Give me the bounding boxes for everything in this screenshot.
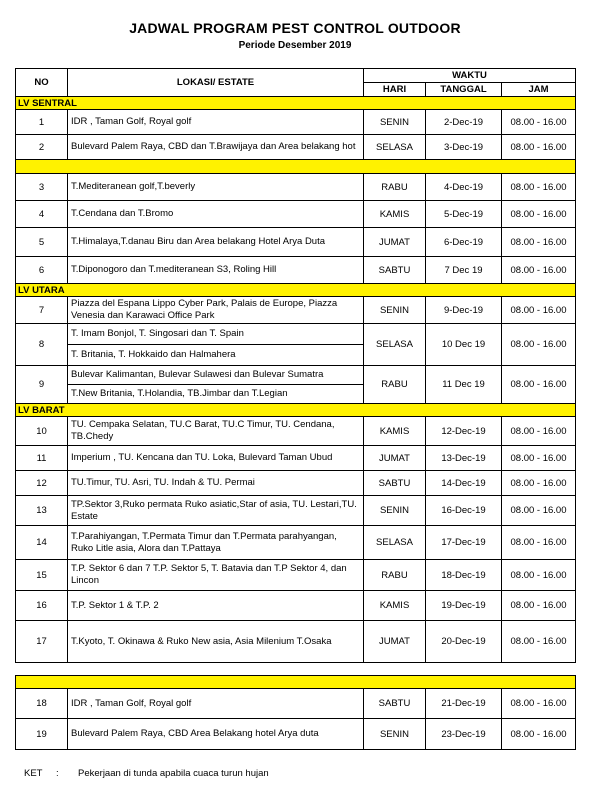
footnote-text: Pekerjaan di tunda apabila cuaca turun hujan [78,768,269,779]
row-jam: 08.00 - 16.00 [502,366,576,404]
row-lokasi: T. Britania, T. Hokkaido dan Halmahera [68,345,364,366]
row-hari: SENIN [364,297,426,324]
row-tanggal: 12-Dec-19 [426,417,502,446]
row-lokasi: T.P. Sektor 6 dan 7 T.P. Sektor 5, T. Batavia dan T.P Sektor 4, dan Lincon [68,560,364,591]
row-hari: RABU [364,174,426,201]
row-hari: RABU [364,366,426,404]
table-row [16,446,576,471]
row-no: 14 [16,526,68,560]
row-no: 8 [16,324,68,366]
row-jam: 08.00 - 16.00 [502,689,576,719]
row-no: 17 [16,621,68,663]
section-blank-highlight [16,676,576,689]
row-tanggal: 20-Dec-19 [426,621,502,663]
row-hari: SELASA [364,135,426,160]
row-tanggal: 7 Dec 19 [426,257,502,284]
header-no: NO [16,69,68,97]
row-tanggal: 11 Dec 19 [426,366,502,404]
row-hari: SABTU [364,689,426,719]
row-jam: 08.00 - 16.00 [502,228,576,257]
table-row [16,471,576,496]
row-hari: SABTU [364,257,426,284]
header-jam: JAM [502,83,576,97]
table-row [16,689,576,719]
footnote [24,768,269,779]
row-tanggal: 14-Dec-19 [426,471,502,496]
row-jam: 08.00 - 16.00 [502,417,576,446]
row-tanggal: 21-Dec-19 [426,689,502,719]
row-no: 19 [16,719,68,750]
table-row [16,228,576,257]
row-no: 3 [16,174,68,201]
table-row [16,324,576,345]
row-jam: 08.00 - 16.00 [502,496,576,526]
row-no: 18 [16,689,68,719]
row-jam: 08.00 - 16.00 [502,110,576,135]
row-lokasi: Piazza del Espana Lippo Cyber Park, Palais de Europe, Piazza Venesia dan Karawaci Office Park [68,297,364,324]
row-jam: 08.00 - 16.00 [502,257,576,284]
row-spacer [16,663,576,676]
table-row [16,110,576,135]
section-lv-barat: LV BARAT [16,404,576,417]
row-no: 4 [16,201,68,228]
section-lv-utara: LV UTARA [16,284,576,297]
row-jam: 08.00 - 16.00 [502,621,576,663]
table-row [16,201,576,228]
row-no: 6 [16,257,68,284]
row-tanggal: 6-Dec-19 [426,228,502,257]
header-hari: HARI [364,83,426,97]
row-hari: KAMIS [364,591,426,621]
row-hari: JUMAT [364,446,426,471]
table-row [16,560,576,591]
row-hari: SABTU [364,471,426,496]
row-hari: KAMIS [364,417,426,446]
table-row [16,591,576,621]
header-lokasi: LOKASI/ ESTATE [68,69,364,97]
row-jam: 08.00 - 16.00 [502,446,576,471]
row-no: 5 [16,228,68,257]
row-no: 13 [16,496,68,526]
row-no: 16 [16,591,68,621]
row-lokasi: T.Mediteranean golf,T.beverly [68,174,364,201]
header-tanggal: TANGGAL [426,83,502,97]
row-lokasi: Bulevard Palem Raya, CBD dan T.Brawijaya dan Area belakang hot [68,135,364,160]
table-row [16,174,576,201]
table-row [16,621,576,663]
row-jam: 08.00 - 16.00 [502,526,576,560]
row-lokasi: IDR , Taman Golf, Royal golf [68,110,364,135]
row-tanggal: 16-Dec-19 [426,496,502,526]
row-tanggal: 19-Dec-19 [426,591,502,621]
section-lv-sentral: LV SENTRAL [16,97,576,110]
table-row [16,297,576,324]
row-lokasi: T.Kyoto, T. Okinawa & Ruko New asia, Asia Milenium T.Osaka [68,621,364,663]
row-no: 15 [16,560,68,591]
row-lokasi: T.Cendana dan T.Bromo [68,201,364,228]
document-subtitle: Periode Desember 2019 [238,40,352,51]
row-lokasi: Bulevar Kalimantan, Bulevar Sulawesi dan Bulevar Sumatra [68,366,364,385]
row-hari: SENIN [364,719,426,750]
row-lokasi: T.New Britania, T.Holandia, TB.Jimbar dan T.Legian [68,385,364,404]
table-row [16,257,576,284]
table-row [16,417,576,446]
row-hari: SELASA [364,526,426,560]
row-jam: 08.00 - 16.00 [502,591,576,621]
row-tanggal: 3-Dec-19 [426,135,502,160]
row-lokasi: T.Parahiyangan, T.Permata Timur dan T.Permata parahyangan, Ruko Litle asia, Alora dan T.Pattaya [68,526,364,560]
schedule-table [15,68,576,750]
row-jam: 08.00 - 16.00 [502,324,576,366]
row-tanggal: 5-Dec-19 [426,201,502,228]
row-lokasi: Imperium , TU. Kencana dan TU. Loka, Bulevard Taman Ubud [68,446,364,471]
row-jam: 08.00 - 16.00 [502,201,576,228]
row-hari: JUMAT [364,228,426,257]
row-jam: 08.00 - 16.00 [502,297,576,324]
row-jam: 08.00 - 16.00 [502,560,576,591]
row-no: 2 [16,135,68,160]
row-no: 7 [16,297,68,324]
row-tanggal: 4-Dec-19 [426,174,502,201]
table-row [16,526,576,560]
row-jam: 08.00 - 16.00 [502,135,576,160]
row-hari: SENIN [364,496,426,526]
table-row [16,366,576,385]
row-hari: SELASA [364,324,426,366]
footnote-label: KET [24,768,43,779]
row-tanggal: 13-Dec-19 [426,446,502,471]
row-tanggal: 9-Dec-19 [426,297,502,324]
table-row [16,496,576,526]
row-tanggal: 2-Dec-19 [426,110,502,135]
row-no: 11 [16,446,68,471]
row-jam: 08.00 - 16.00 [502,719,576,750]
row-lokasi: TU.Timur, TU. Asri, TU. Indah & TU. Permai [68,471,364,496]
row-no: 9 [16,366,68,404]
footnote-colon: : [56,768,59,779]
row-lokasi: T.Diponogoro dan T.mediteranean S3, Roling Hill [68,257,364,284]
row-no: 10 [16,417,68,446]
row-tanggal: 10 Dec 19 [426,324,502,366]
row-hari: JUMAT [364,621,426,663]
row-tanggal: 17-Dec-19 [426,526,502,560]
row-lokasi: T. Imam Bonjol, T. Singosari dan T. Spain [68,324,364,345]
row-jam: 08.00 - 16.00 [502,471,576,496]
header-waktu: WAKTU [364,69,576,83]
row-tanggal: 18-Dec-19 [426,560,502,591]
row-lokasi: TU. Cempaka Selatan, TU.C Barat, TU.C Timur, TU. Cendana, TB.Chedy [68,417,364,446]
row-tanggal: 23-Dec-19 [426,719,502,750]
row-lokasi: Bulevard Palem Raya, CBD Area Belakang hotel Arya duta [68,719,364,750]
row-lokasi: IDR , Taman Golf, Royal golf [68,689,364,719]
document-title: JADWAL PROGRAM PEST CONTROL OUTDOOR [129,20,461,36]
section-blank-highlight [16,160,576,174]
table-row [16,719,576,750]
row-hari: SENIN [364,110,426,135]
row-no: 12 [16,471,68,496]
row-lokasi: T.Himalaya,T.danau Biru dan Area belakang Hotel Arya Duta [68,228,364,257]
row-jam: 08.00 - 16.00 [502,174,576,201]
row-lokasi: T.P. Sektor 1 & T.P. 2 [68,591,364,621]
row-hari: KAMIS [364,201,426,228]
table-row [16,135,576,160]
row-lokasi: TP.Sektor 3,Ruko permata Ruko asiatic,Star of asia, TU. Lestari,TU. Estate [68,496,364,526]
row-hari: RABU [364,560,426,591]
row-no: 1 [16,110,68,135]
